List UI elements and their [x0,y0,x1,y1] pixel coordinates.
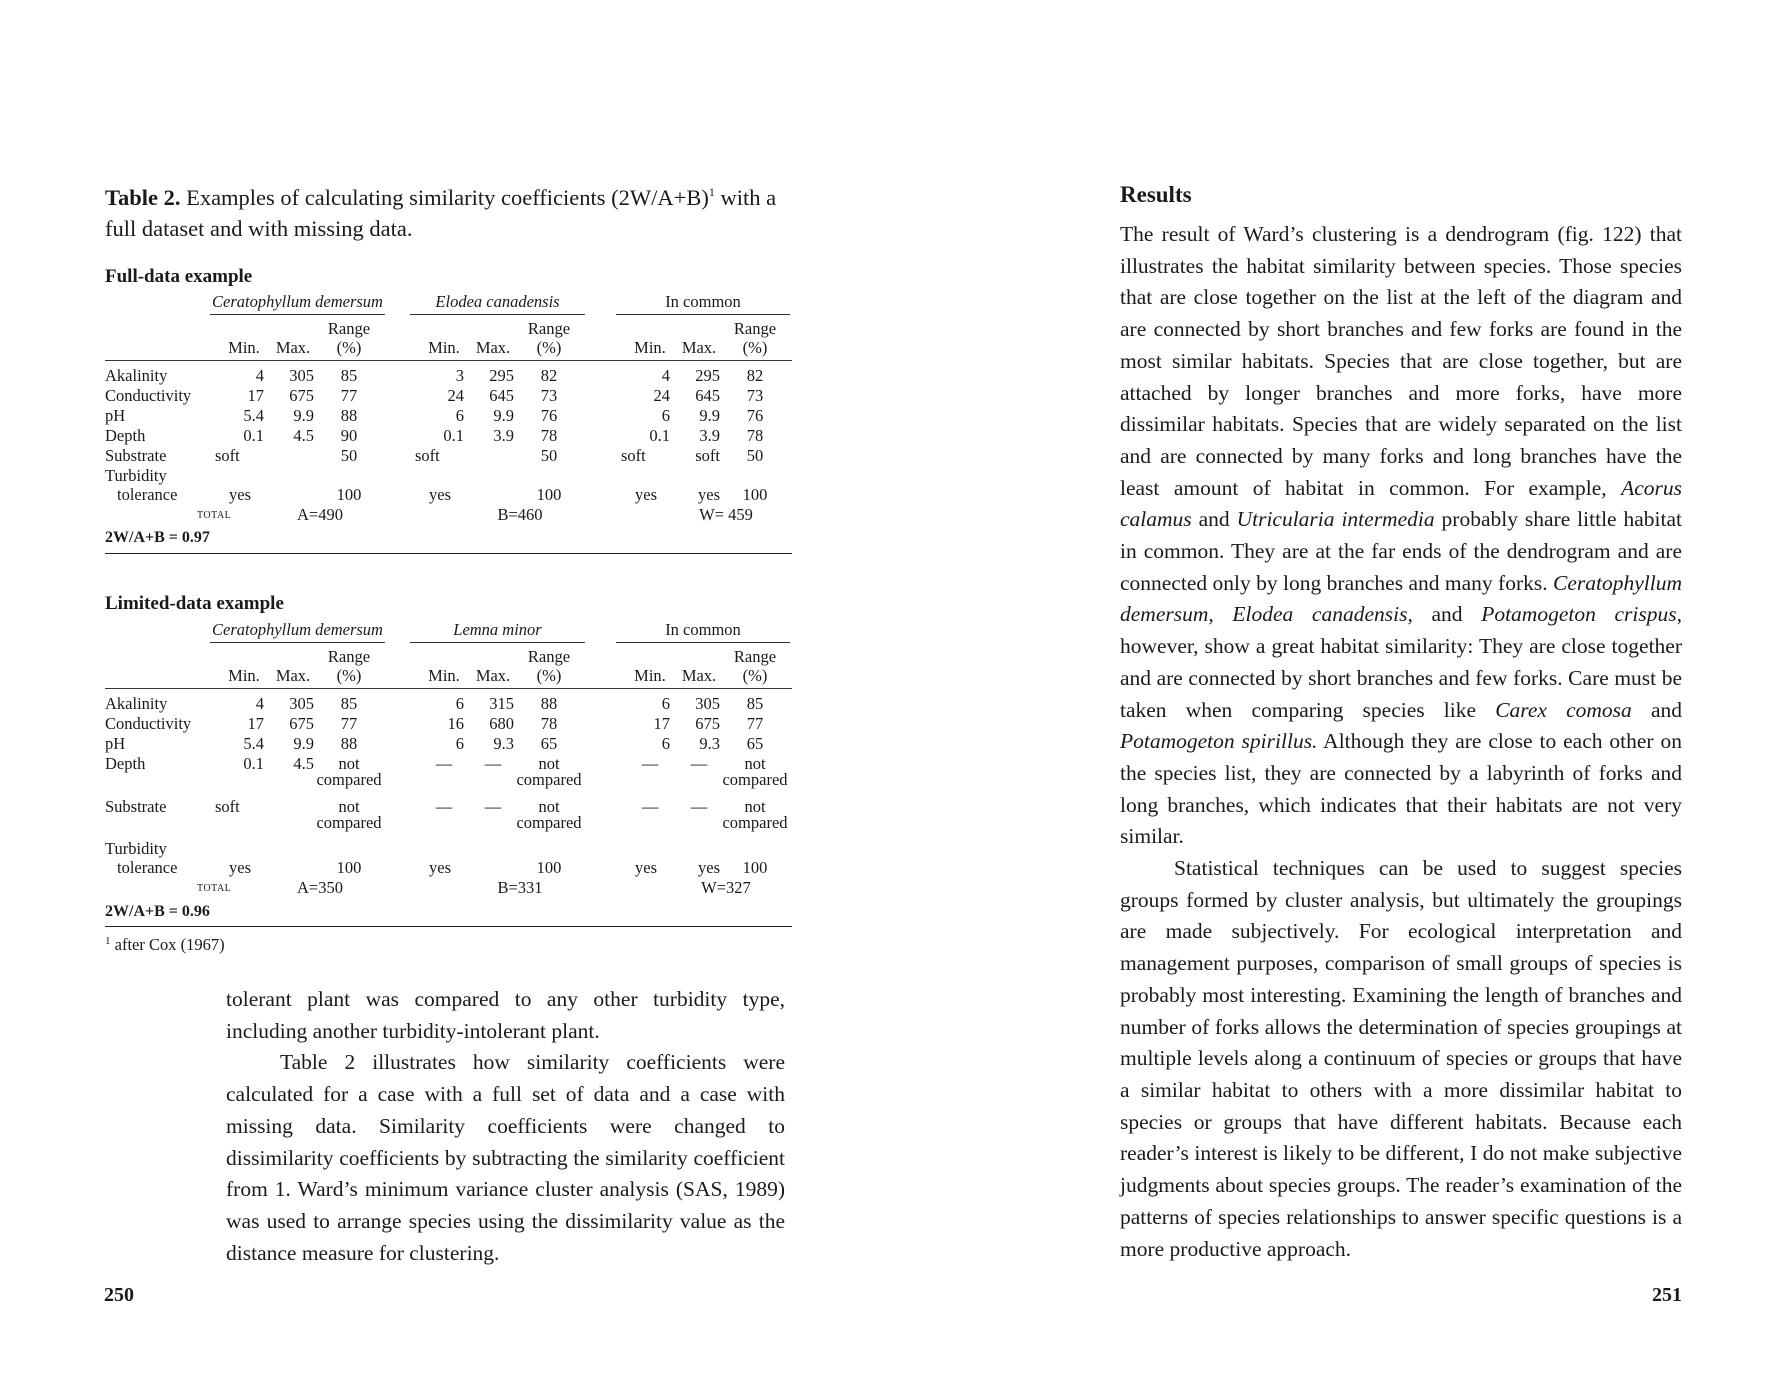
group-rule [410,642,585,643]
table-cell: compared [316,813,382,832]
body-paragraph: Table 2 illustrates how similarity coefficients were calculated for a case with a full set of data and a case with missing data. Similarity coefficients were changed to dissimilarity coefficients by subtracting the similarity coefficient from 1. Ward’s minimum variance cluster analysis (SAS, 1989) was used to arrange species using the dissimilarity value as the distance measure for clustering. [226,1050,785,1265]
table-cell: 4.5 [293,754,314,773]
table-cell: 305 [695,694,720,713]
column-header: Min. [634,666,666,685]
table-cell: 78 [540,714,558,733]
row-label: Depth [105,754,146,773]
table-cell: 85 [340,694,358,713]
table-cell: 88 [340,734,358,753]
group-rule [210,642,385,643]
table-cell: 645 [489,386,514,405]
table-cell: soft [215,446,240,465]
column-header: Max. [275,666,311,685]
group-total: W=327 [701,878,751,897]
results-paragraph-2: Statistical techniques can be used to suggest species groups formed by cluster analysis, but ultimately the groupings are made subjectively. For ecological interpretation and management purposes, comparison of small groups of species is probably most interesting. Examining the length of branches and number of forks allows the determination of species groupings at multiple levels along a continuum of species or groups that have a similar habitat to others with a more dissimilar habitat to species or groups that have different habitats. Because each reader’s interest is likely to be different, I do not make subjective judgments about species groups. The reader’s examination of the patterns of species relationships to answer specific questions is a more productive approach. [1120,856,1682,1261]
table-cell: 85 [340,366,358,385]
table-cell: 6 [661,734,670,753]
text-run: The result of Ward’s clustering is a dendrogram (fig. 122) that illustrates the habitat similarity between species. Those species that are close together on the list at the left of the diagram and are connected by short branches and few forks are found in the most similar habitats. Species that are close together, but are attached by longer branches and more forks, have more dissimilar habitats. Species that are widely separated on the list and are connected by many forks and long branches have the least amount of habitat in common. For example, [1120,222,1682,500]
total-label: total [197,880,232,895]
text-run: probably share little habitat in common. They are at the far ends of the dendrogram and are connected only by long branches and many forks. [1120,507,1683,595]
footnote-number: 1 [105,935,111,947]
table-cell: 5.4 [243,734,264,753]
table-caption-text: Examples of calculating similarity coefficients (2W/A+B) [180,185,709,210]
group-total: A=350 [297,878,343,897]
row-label: Conductivity [105,714,192,733]
table-cell: 9.9 [293,734,314,753]
limited-data-title: Limited-data example [105,593,284,614]
table-cell: 3.9 [699,426,720,445]
table-cell: yes [429,485,451,504]
table-cell: 315 [489,694,514,713]
table-cell: not [338,754,360,773]
table-cell: compared [516,770,582,789]
range-header: Range [733,319,777,338]
table-cell: soft [695,446,720,465]
table-cell: 4.5 [293,426,314,445]
section-heading: Results [1120,182,1192,207]
column-header: Min. [428,666,460,685]
range-header: Range [327,647,371,666]
range-header: Range [733,647,777,666]
table-cell: 6 [455,694,464,713]
table-cell: — [641,754,659,773]
full-data-table [105,292,792,562]
column-header: Max. [475,666,511,685]
table-cell: 9.9 [699,406,720,425]
table-cell: 5.4 [243,406,264,425]
row-label: Substrate [105,446,167,465]
group-header: Ceratophyllum demersum [212,620,383,639]
range-header: Range [327,319,371,338]
range-header: Range [527,647,571,666]
similarity-coefficient: 2W/A+B = 0.96 [105,903,210,920]
column-header: Max. [275,338,311,357]
table-cell: 17 [247,714,264,733]
table-cell: 73 [746,386,764,405]
table-cell: — [690,797,708,816]
column-header: Min. [228,338,260,357]
column-header: Min. [634,338,666,357]
footnote-text: after Cox (1967) [110,935,225,954]
table-cell: 0.1 [243,426,264,445]
table-cell: 3.9 [493,426,514,445]
table-cell: not [538,754,560,773]
column-header: Min. [428,338,460,357]
left-body-text [226,984,785,1269]
group-header: Elodea canadensis [435,292,560,311]
table-cell: 305 [289,366,314,385]
table-cell: yes [229,858,251,877]
group-rule [616,314,790,315]
species-name: Utricularia intermedia [1236,507,1435,532]
table-cell: 50 [540,446,558,465]
header-rule [105,360,792,361]
text-run: and [1191,507,1237,532]
range-header: Range [527,319,571,338]
table-cell: 82 [540,366,558,385]
table-cell: yes [698,858,720,877]
text-run: however, show a great habitat similarity: They are close together and are connected by short branches and few forks. Care must be taken when comparing species like [1120,634,1682,722]
table-cell: 675 [289,386,314,405]
group-total: W= 459 [699,505,753,524]
row-label: Depth [105,426,146,445]
table-cell: 17 [247,386,264,405]
group-total: B=331 [497,878,543,897]
column-header: Min. [228,666,260,685]
page-number: 251 [1652,1284,1682,1306]
column-header: (%) [336,338,362,357]
table-cell: — [484,797,502,816]
table-cell: 0.1 [443,426,464,445]
row-label: Substrate [105,797,167,816]
table-cell: 9.9 [293,406,314,425]
right-page [893,0,1786,1380]
table-cell: 4 [255,694,264,713]
species-name: Potamogeton crispus, [1481,602,1682,627]
table-cell: yes [635,858,657,877]
table-cell: 17 [653,714,670,733]
table-cell: 100 [742,485,768,504]
table-cell: — [690,754,708,773]
table-cell: 77 [340,386,358,405]
table-cell: 0.1 [243,754,264,773]
table-cell: 6 [455,406,464,425]
table-cell: 4 [255,366,264,385]
text-run: and [1631,697,1682,722]
group-header: In common [665,292,741,311]
results-paragraph-1 [1120,219,1682,853]
limited-data-table [105,620,792,935]
table-cell: 675 [289,714,314,733]
similarity-coefficient: 2W/A+B = 0.97 [105,529,210,546]
table-cell: 6 [661,406,670,425]
table-cell: 50 [746,446,764,465]
table-cell: — [435,797,453,816]
column-header: Max. [681,666,717,685]
text-run: Although they are close to each other on the species list, they are connected by a labyrinth of forks and long branches, which indicates that their habitats are not very similar. [1120,729,1682,849]
table-cell: 9.9 [493,406,514,425]
species-name: Ceratophyllum demersum, Elodea canadensis, [1120,570,1682,627]
table-cell: 6 [455,734,464,753]
table-cell: 675 [695,714,720,733]
table-cell: 3 [455,366,464,385]
table-cell: compared [722,813,788,832]
table-cell: 24 [653,386,670,405]
table-cell: 50 [340,446,358,465]
row-label: Turbidity [105,839,167,858]
column-header: Max. [681,338,717,357]
column-header: (%) [536,666,562,685]
table-cell: 78 [540,426,558,445]
row-label: pH [105,406,126,425]
table-cell: 100 [536,858,562,877]
table-cell: yes [698,485,720,504]
row-label: Turbidity [105,466,167,485]
group-total: B=460 [497,505,543,524]
table-cell: 0.1 [649,426,670,445]
group-rule [616,642,790,643]
table-cell: 100 [536,485,562,504]
table-cell: 88 [340,406,358,425]
table-cell: soft [215,797,240,816]
table-cell: 100 [742,858,768,877]
table-cell: compared [516,813,582,832]
column-header: Max. [475,338,511,357]
table-cell: 65 [540,734,558,753]
table-cell: — [641,797,659,816]
table-caption [105,182,805,244]
row-label: tolerance [117,485,178,504]
group-header: Lemna minor [453,620,542,639]
column-header: (%) [536,338,562,357]
table-cell: compared [722,770,788,789]
table-cell: 90 [340,426,358,445]
species-name: Potamogeton spirillus. [1120,729,1318,754]
table-cell: not [338,797,360,816]
table-cell: 88 [540,694,558,713]
right-body-text [1120,219,1682,1265]
species-name: Acorus calamus [1120,475,1682,532]
table-cell: 78 [746,426,764,445]
table-cell: yes [429,858,451,877]
table-cell: yes [635,485,657,504]
table-cell: 305 [289,694,314,713]
column-header: (%) [336,666,362,685]
table-cell: 65 [746,734,764,753]
table-bottom-rule [105,926,792,927]
row-label: Akalinity [105,366,168,385]
total-label: total [197,507,232,522]
column-header: (%) [742,338,768,357]
table-cell: 4 [661,366,670,385]
table-caption-text-end: with a full dataset and with missing data. [105,185,777,241]
full-data-title: Full-data example [105,266,253,287]
table-cell: 6 [661,694,670,713]
table-cell: compared [316,770,382,789]
table-cell: — [435,754,453,773]
row-label: Conductivity [105,386,192,405]
row-label: Akalinity [105,694,168,713]
row-label: pH [105,734,126,753]
footnote-marker: 1 [708,185,715,199]
table-cell: not [744,754,766,773]
text-run: and [1412,602,1482,627]
table-cell: soft [621,446,646,465]
table-cell: not [538,797,560,816]
table-cell: not [744,797,766,816]
table-cell: 100 [336,858,362,877]
group-header: Ceratophyllum demersum [212,292,383,311]
table-cell: 77 [746,714,764,733]
group-rule [410,314,585,315]
table-footnote [105,935,225,955]
table-cell: 77 [340,714,358,733]
species-name: Carex comosa [1495,697,1632,722]
group-total: A=490 [297,505,343,524]
header-rule [105,688,792,689]
row-label: tolerance [117,858,178,877]
group-rule [210,314,385,315]
table-cell: 680 [489,714,514,733]
table-cell: 100 [336,485,362,504]
table-cell: 82 [746,366,764,385]
table-cell: — [484,754,502,773]
table-cell: 295 [489,366,514,385]
table-cell: 645 [695,386,720,405]
table-cell: 24 [447,386,464,405]
table-cell: 9.3 [493,734,514,753]
table-cell: 85 [746,694,764,713]
table-cell: 76 [540,406,558,425]
table-cell: yes [229,485,251,504]
table-cell: 9.3 [699,734,720,753]
table-label: Table 2. [105,185,181,210]
table-bottom-rule [105,553,792,554]
body-paragraph: tolerant plant was compared to any other turbidity type, including another turbidity-intolerant plant. [226,987,785,1043]
table-cell: 295 [695,366,720,385]
page-number: 250 [104,1284,134,1306]
table-cell: soft [415,446,440,465]
table-cell: 76 [746,406,764,425]
column-header: (%) [742,666,768,685]
table-cell: 16 [447,714,464,733]
group-header: In common [665,620,741,639]
table-cell: 73 [540,386,558,405]
